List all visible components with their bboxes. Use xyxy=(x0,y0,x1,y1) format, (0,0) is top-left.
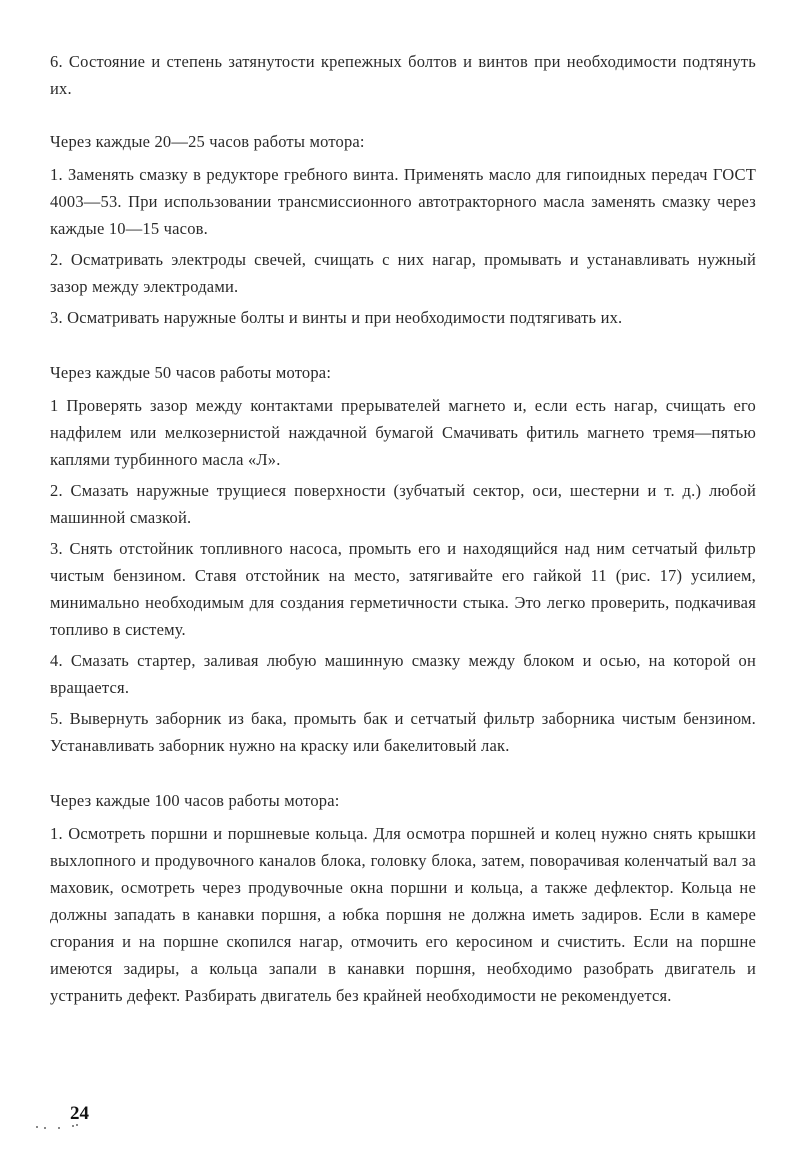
list-item: 1. Осмотреть поршни и поршневые кольца. Для осмотра поршней и колец нужно снять крышки выхлопного и продувочного каналов блока, головку блока, затем, поворачивая коленчатый вал за маховик, осмотреть через продувочные окна поршни и кольца, а также дефлектор. Кольца не должны западать в канавки поршня, а юбка поршня не должна иметь задиров. Если в камере сгорания и на поршне скопился нагар, отмочить его керосином и счистить. Если на поршне имеются задиры, а кольца запали в канавки поршня, необходимо разобрать двигатель и устранить дефект. Разбирать двигатель без крайней необходимости не рекомендуется. xyxy=(50,824,756,1005)
list-item: 1. Заменять смазку в редукторе гребного винта. Применять масло для гипоидных передач ГОСТ 4003—53. При использовании трансмиссионного автотракторного масла заменять смазку через каждые 10—15 часов. xyxy=(50,165,756,238)
list-item: 4. Смазать стартер, заливая любую машинную смазку между блоком и осью, на которой он вращается. xyxy=(50,651,756,697)
list-item: 3. Снять отстойник топливного насоса, промыть его и находящийся над ним сетчатый фильтр чистым бензином. Ставя отстойник на место, затягивайте его гайкой 11 (рис. 17) усилием, минимально необходимым для создания герметичности стыка. Это легко проверить, подкачивая топливо в систему. xyxy=(50,539,756,639)
list-item: 3. Осматривать наружные болты и винты и при необходимости подтягивать их. xyxy=(50,308,623,327)
section-100-hours xyxy=(50,787,756,1009)
section-heading: Через каждые 50 часов работы мотора: xyxy=(50,363,332,382)
section-heading: Через каждые 100 часов работы мотора: xyxy=(50,791,340,810)
list-item: 2. Осматривать электроды свечей, счищать с них нагар, промывать и устанавливать нужный зазор между электродами. xyxy=(50,250,756,296)
page-number: 24 xyxy=(70,1103,89,1124)
scan-artifact xyxy=(36,1124,86,1130)
section-50-hours xyxy=(50,359,756,759)
list-item: 1 Проверять зазор между контактами прерывателей магнето и, если есть нагар, счищать его надфилем или мелкозернистой наждачной бумагой Смачивать фитиль магнето тремя—пятью каплями турбинного масла «Л». xyxy=(50,396,756,469)
list-item: 2. Смазать наружные трущиеся поверхности (зубчатый сектор, оси, шестерни и т. д.) любой машинной смазкой. xyxy=(50,481,756,527)
list-item: 5. Вывернуть заборник из бака, промыть бак и сетчатый фильтр заборника чистым бензином. Устанавливать заборник нужно на краску или бакелитовый лак. xyxy=(50,709,756,755)
intro-item-6: 6. Состояние и степень затянутости крепежных болтов и винтов при необходимости подтянуть их. xyxy=(50,52,756,98)
section-20-25-hours xyxy=(50,128,756,331)
document-page xyxy=(50,48,756,1013)
section-heading: Через каждые 20—25 часов работы мотора: xyxy=(50,132,365,151)
